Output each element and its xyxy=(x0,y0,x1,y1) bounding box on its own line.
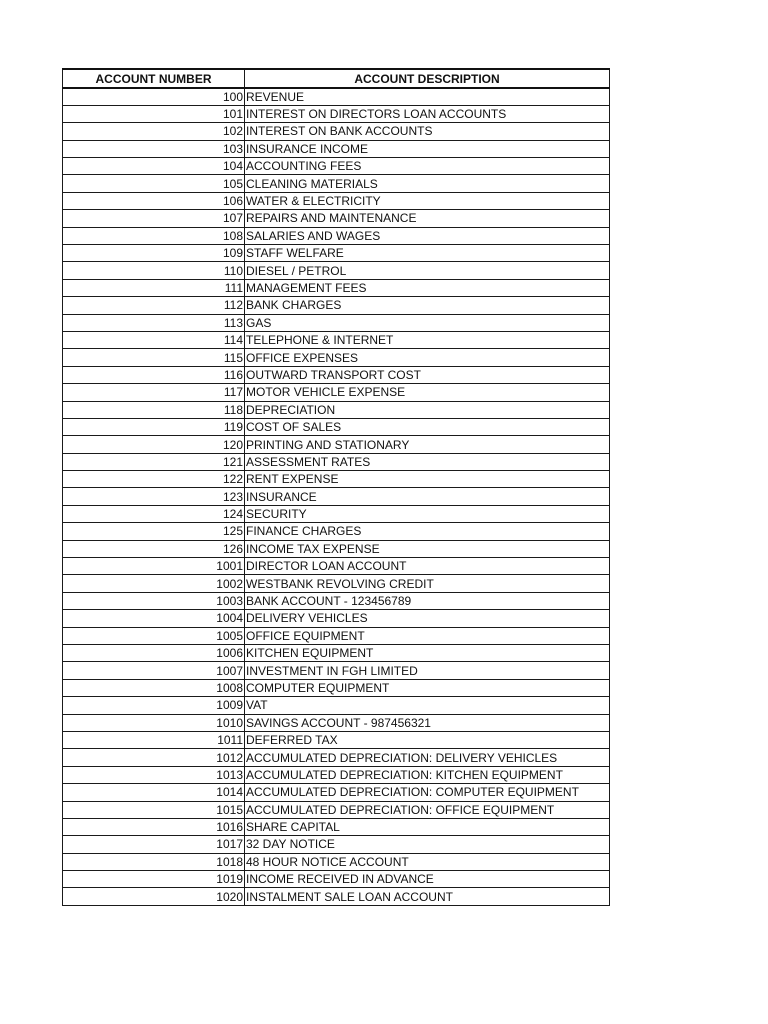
account-number-cell: 119 xyxy=(63,418,245,435)
table-row xyxy=(63,731,610,748)
account-description-cell: BANK ACCOUNT - 123456789 xyxy=(245,592,610,609)
account-number-cell: 1015 xyxy=(63,801,245,818)
account-number-cell: 120 xyxy=(63,436,245,453)
account-number-cell: 124 xyxy=(63,505,245,522)
table-row xyxy=(63,523,610,540)
account-description-cell: MOTOR VEHICLE EXPENSE xyxy=(245,384,610,401)
account-description-cell: SECURITY xyxy=(245,505,610,522)
account-description-cell: PRINTING AND STATIONARY xyxy=(245,436,610,453)
account-number-cell: 117 xyxy=(63,384,245,401)
table-row xyxy=(63,123,610,140)
account-number-cell: 111 xyxy=(63,279,245,296)
account-number-cell: 1010 xyxy=(63,714,245,731)
account-number-cell: 1007 xyxy=(63,662,245,679)
account-description-cell: DIESEL / PETROL xyxy=(245,262,610,279)
table-row xyxy=(63,488,610,505)
account-description-cell: KITCHEN EQUIPMENT xyxy=(245,645,610,662)
account-number-cell: 110 xyxy=(63,262,245,279)
table-row xyxy=(63,245,610,262)
table-row xyxy=(63,453,610,470)
account-number-cell: 1001 xyxy=(63,558,245,575)
account-description-cell: BANK CHARGES xyxy=(245,297,610,314)
chart-of-accounts-table xyxy=(62,68,610,906)
account-description-cell: COST OF SALES xyxy=(245,418,610,435)
account-description-cell: WATER & ELECTRICITY xyxy=(245,192,610,209)
table-row xyxy=(63,575,610,592)
account-number-cell: 102 xyxy=(63,123,245,140)
table-row xyxy=(63,471,610,488)
table-row xyxy=(63,714,610,731)
table-row xyxy=(63,610,610,627)
account-description-cell: ACCUMULATED DEPRECIATION: COMPUTER EQUIPMENT xyxy=(245,784,610,801)
account-description-cell: ASSESSMENT RATES xyxy=(245,453,610,470)
account-number-cell: 125 xyxy=(63,523,245,540)
table-row xyxy=(63,801,610,818)
account-description-cell: DEPRECIATION xyxy=(245,401,610,418)
account-description-cell: GAS xyxy=(245,314,610,331)
account-number-cell: 104 xyxy=(63,158,245,175)
account-description-cell: INTEREST ON DIRECTORS LOAN ACCOUNTS xyxy=(245,105,610,122)
account-number-cell: 109 xyxy=(63,245,245,262)
table-row xyxy=(63,540,610,557)
account-description-cell: INCOME RECEIVED IN ADVANCE xyxy=(245,871,610,888)
account-description-cell: ACCUMULATED DEPRECIATION: OFFICE EQUIPMENT xyxy=(245,801,610,818)
account-description-cell: SAVINGS ACCOUNT - 987456321 xyxy=(245,714,610,731)
account-number-cell: 1012 xyxy=(63,749,245,766)
table-row xyxy=(63,384,610,401)
account-description-cell: ACCOUNTING FEES xyxy=(245,158,610,175)
table-row xyxy=(63,697,610,714)
account-description-cell: DELIVERY VEHICLES xyxy=(245,610,610,627)
table-row xyxy=(63,436,610,453)
account-number-cell: 1016 xyxy=(63,818,245,835)
account-description-cell: INTEREST ON BANK ACCOUNTS xyxy=(245,123,610,140)
account-number-cell: 115 xyxy=(63,349,245,366)
table-row xyxy=(63,314,610,331)
account-number-cell: 1004 xyxy=(63,610,245,627)
account-description-cell: VAT xyxy=(245,697,610,714)
account-description-cell: RENT EXPENSE xyxy=(245,471,610,488)
account-description-cell: REPAIRS AND MAINTENANCE xyxy=(245,210,610,227)
account-description-cell: COMPUTER EQUIPMENT xyxy=(245,679,610,696)
account-description-cell: INSURANCE xyxy=(245,488,610,505)
table-row xyxy=(63,853,610,870)
table-row xyxy=(63,749,610,766)
account-description-cell: 48 HOUR NOTICE ACCOUNT xyxy=(245,853,610,870)
account-number-cell: 105 xyxy=(63,175,245,192)
account-description-cell: TELEPHONE & INTERNET xyxy=(245,331,610,348)
table-row xyxy=(63,627,610,644)
account-description-cell: SHARE CAPITAL xyxy=(245,818,610,835)
table-row xyxy=(63,297,610,314)
account-number-cell: 1008 xyxy=(63,679,245,696)
account-number-cell: 1003 xyxy=(63,592,245,609)
table-row xyxy=(63,175,610,192)
table-row xyxy=(63,679,610,696)
account-number-cell: 1006 xyxy=(63,645,245,662)
table-row xyxy=(63,88,610,105)
column-header-account-description: ACCOUNT DESCRIPTION xyxy=(245,69,610,88)
account-description-cell: INSURANCE INCOME xyxy=(245,140,610,157)
account-number-cell: 126 xyxy=(63,540,245,557)
account-description-cell: REVENUE xyxy=(245,88,610,105)
account-number-cell: 113 xyxy=(63,314,245,331)
account-description-cell: WESTBANK REVOLVING CREDIT xyxy=(245,575,610,592)
account-description-cell: CLEANING MATERIALS xyxy=(245,175,610,192)
account-number-cell: 123 xyxy=(63,488,245,505)
account-number-cell: 116 xyxy=(63,366,245,383)
account-description-cell: DEFERRED TAX xyxy=(245,731,610,748)
account-number-cell: 114 xyxy=(63,331,245,348)
table-row xyxy=(63,401,610,418)
account-number-cell: 106 xyxy=(63,192,245,209)
account-number-cell: 1005 xyxy=(63,627,245,644)
account-number-cell: 1013 xyxy=(63,766,245,783)
table-row xyxy=(63,210,610,227)
table-row xyxy=(63,784,610,801)
account-description-cell: DIRECTOR LOAN ACCOUNT xyxy=(245,558,610,575)
table-row xyxy=(63,418,610,435)
account-number-cell: 1017 xyxy=(63,836,245,853)
account-description-cell: STAFF WELFARE xyxy=(245,245,610,262)
account-description-cell: FINANCE CHARGES xyxy=(245,523,610,540)
table-row xyxy=(63,140,610,157)
table-row xyxy=(63,366,610,383)
table-row xyxy=(63,662,610,679)
account-description-cell: MANAGEMENT FEES xyxy=(245,279,610,296)
account-description-cell: OFFICE EXPENSES xyxy=(245,349,610,366)
header-row xyxy=(63,69,610,88)
account-description-cell: OUTWARD TRANSPORT COST xyxy=(245,366,610,383)
account-number-cell: 108 xyxy=(63,227,245,244)
account-description-cell: INCOME TAX EXPENSE xyxy=(245,540,610,557)
account-description-cell: OFFICE EQUIPMENT xyxy=(245,627,610,644)
account-number-cell: 1020 xyxy=(63,888,245,905)
account-number-cell: 1009 xyxy=(63,697,245,714)
account-number-cell: 118 xyxy=(63,401,245,418)
column-header-account-number: ACCOUNT NUMBER xyxy=(63,69,245,88)
table-row xyxy=(63,558,610,575)
account-number-cell: 1014 xyxy=(63,784,245,801)
table-row xyxy=(63,766,610,783)
account-number-cell: 103 xyxy=(63,140,245,157)
account-number-cell: 1002 xyxy=(63,575,245,592)
table-row xyxy=(63,888,610,905)
account-description-cell: 32 DAY NOTICE xyxy=(245,836,610,853)
table-row xyxy=(63,349,610,366)
table-row xyxy=(63,818,610,835)
account-number-cell: 1011 xyxy=(63,731,245,748)
table-row xyxy=(63,192,610,209)
table-row xyxy=(63,836,610,853)
account-description-cell: INSTALMENT SALE LOAN ACCOUNT xyxy=(245,888,610,905)
account-description-cell: ACCUMULATED DEPRECIATION: DELIVERY VEHICLES xyxy=(245,749,610,766)
table-row xyxy=(63,227,610,244)
account-description-cell: ACCUMULATED DEPRECIATION: KITCHEN EQUIPMENT xyxy=(245,766,610,783)
table-row xyxy=(63,158,610,175)
account-number-cell: 100 xyxy=(63,88,245,105)
account-number-cell: 101 xyxy=(63,105,245,122)
table-row xyxy=(63,331,610,348)
table-row xyxy=(63,592,610,609)
account-number-cell: 1019 xyxy=(63,871,245,888)
table-row xyxy=(63,279,610,296)
account-number-cell: 122 xyxy=(63,471,245,488)
account-number-cell: 121 xyxy=(63,453,245,470)
account-number-cell: 1018 xyxy=(63,853,245,870)
table-row xyxy=(63,505,610,522)
account-description-cell: SALARIES AND WAGES xyxy=(245,227,610,244)
table-row xyxy=(63,645,610,662)
table-row xyxy=(63,262,610,279)
table-row xyxy=(63,871,610,888)
account-number-cell: 107 xyxy=(63,210,245,227)
account-description-cell: INVESTMENT IN FGH LIMITED xyxy=(245,662,610,679)
table-row xyxy=(63,105,610,122)
account-number-cell: 112 xyxy=(63,297,245,314)
